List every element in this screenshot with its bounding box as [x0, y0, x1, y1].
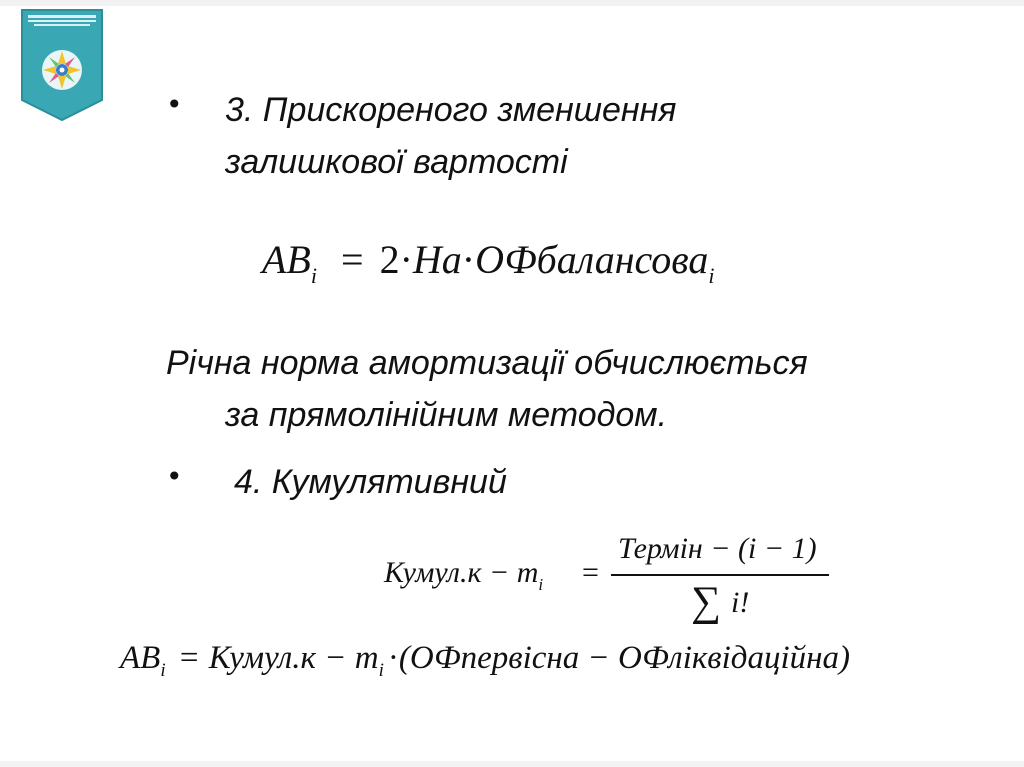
- bullet-point: •: [166, 460, 183, 493]
- formula-1-lhs-sub: i: [310, 263, 317, 288]
- formula-2-lhs-text: Кумул.к − т: [384, 556, 539, 589]
- formula-3-lhs: AB: [120, 640, 161, 676]
- note-line-1: Річна норма амортизації обчислюється: [166, 344, 808, 382]
- formula-accelerated-depreciation: [262, 236, 715, 289]
- formula-2-denominator: i!: [731, 586, 750, 619]
- university-logo: [20, 8, 104, 122]
- formula-3-bracket: (ОФпервісна − ОФліквідаційна): [398, 640, 851, 676]
- formula-2-sum-symbol: ∑: [691, 579, 721, 625]
- slide-top-border: [0, 0, 1024, 6]
- note-line-2: за прямолінійним методом.: [225, 396, 668, 434]
- formula-1-rate: На: [412, 237, 462, 282]
- formula-2-equals: =: [582, 556, 599, 589]
- logo-caption: [20, 8, 21, 9]
- formula-1-equals: =: [341, 237, 364, 282]
- bullet-point: •: [166, 88, 183, 121]
- shield-emblem-icon: [20, 8, 104, 122]
- formula-2-numerator: Термін − (i − 1): [618, 532, 817, 565]
- formula-3-coef: Кумул.к − т: [208, 640, 379, 676]
- formula-1-base-sub: i: [708, 263, 715, 288]
- formula-3-equals: =: [179, 640, 199, 676]
- formula-1-dot: ·: [399, 237, 413, 282]
- formula-1-coef: 2: [379, 237, 400, 282]
- slide-bottom-border: [0, 761, 1024, 767]
- formula-cumulative-depreciation: [120, 640, 850, 682]
- formula-2-lhs-sub: i: [538, 575, 544, 594]
- formula-3-coef-sub: i: [378, 660, 384, 681]
- formula-1-dot-2: ·: [461, 237, 476, 282]
- formula-3-lhs-sub: i: [160, 660, 166, 681]
- item-3-line-2: залишкової вартості: [225, 143, 568, 181]
- item-4-label: 4. Кумулятивний: [234, 463, 507, 501]
- formula-2-lhs: [384, 556, 543, 595]
- formula-1-lhs: AB: [262, 237, 311, 282]
- formula-1-base: ОФбалансова: [475, 237, 709, 282]
- formula-2-fraction-line: [611, 574, 829, 576]
- item-3-line-1: 3. Прискореного зменшення: [225, 91, 677, 129]
- formula-3-dot: ·: [387, 640, 399, 676]
